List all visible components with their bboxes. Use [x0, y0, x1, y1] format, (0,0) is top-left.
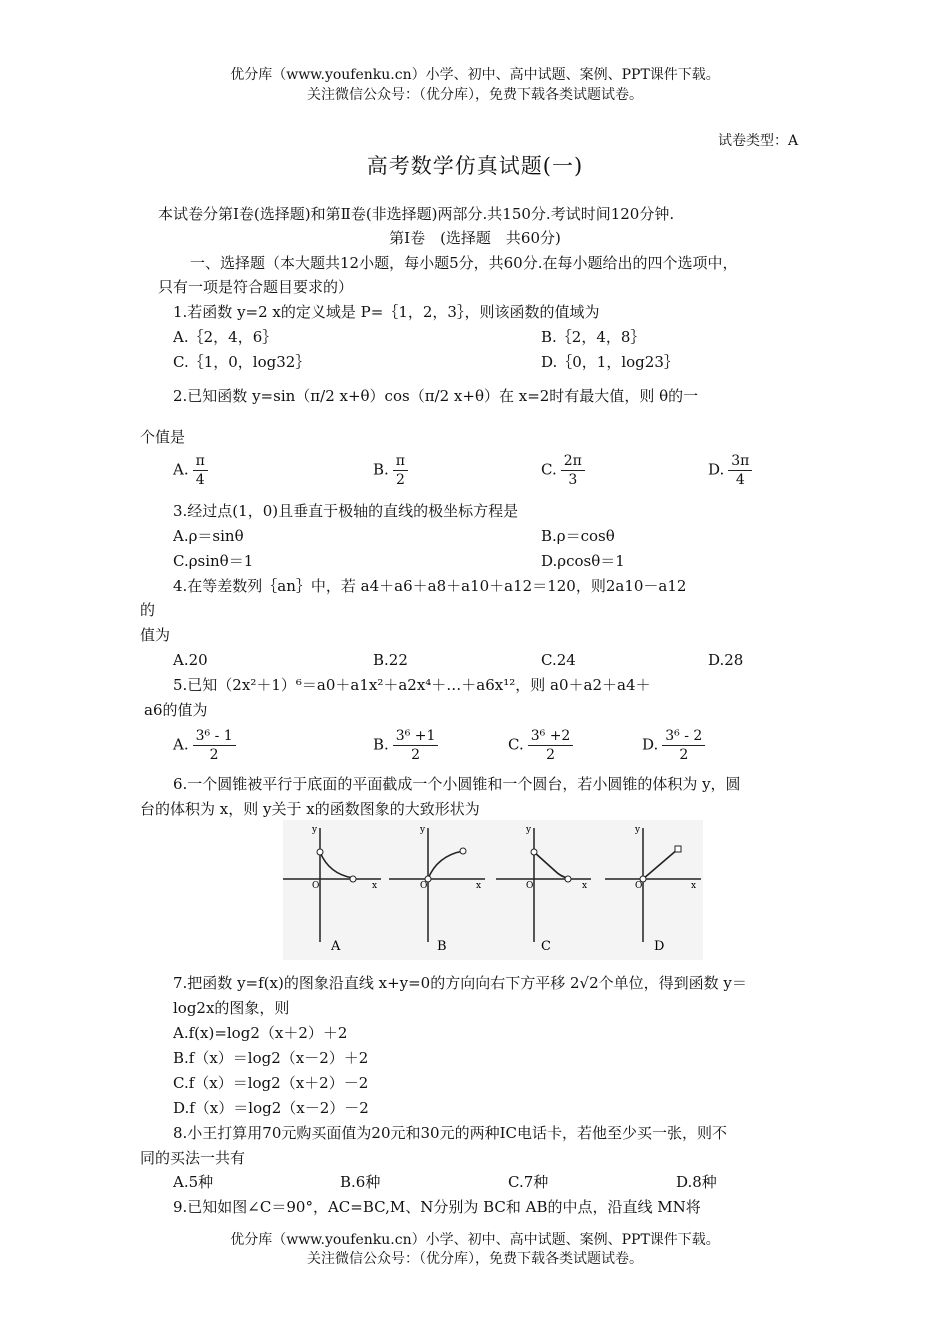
header-line-1: 优分库（www.youfenku.cn）小学、初中、高中试题、案例、PPT课件下载。 [230, 67, 720, 83]
q1-option-a: A.｛2，4，6｝ [173, 328, 278, 346]
graph-a-x-label: x [372, 881, 378, 891]
graph-c-y-label: y [526, 825, 532, 835]
q4-stem-cont-1: 的 [140, 601, 156, 619]
q4-option-c: C.24 [541, 651, 576, 669]
q7-option-a: A.f(x)=log2（x＋2）＋2 [173, 1024, 348, 1042]
q9-stem: 9.已知如图∠C＝90°，AC=BC,M、N分别为 BC和 AB的中点，沿直线 MN将 [173, 1198, 701, 1216]
q4-stem: 4.在等差数列｛an｝中，若 a4＋a6＋a8＋a10＋a12＝120，则2a10－a12 [173, 577, 687, 595]
page-title: 高考数学仿真试题(一) [366, 154, 584, 178]
graph-d-y-label: y [635, 825, 641, 835]
q3-option-c: C.ρsinθ＝1 [173, 552, 254, 570]
q6-stem-cont: 台的体积为 x，则 y关于 x的函数图象的大致形状为 [140, 800, 480, 818]
q2-option-b: B. $\frac{\pi}{2}$ [373, 452, 412, 489]
q2-option-c: C. $\frac{2\pi}{3}$ [541, 452, 589, 489]
graph-c-origin: O [526, 881, 534, 891]
q4-option-b: B.22 [373, 651, 408, 669]
graph-a-y-label: y [312, 825, 318, 835]
intro: 本试卷分第Ⅰ卷(选择题)和第Ⅱ卷(非选择题)两部分.共150分.考试时间120分钟. [158, 205, 675, 223]
q5-stem: 5.已知（2x²＋1）⁶＝a0＋a1x²＋a2x⁴＋…＋a6x¹²，则 a0＋a2＋a4＋ [173, 676, 651, 694]
q1-stem: 1.若函数 y=2 x的定义域是 P=｛1，2，3｝，则该函数的值域为 [173, 303, 600, 321]
q7-stem-cont: log2x的图象，则 [173, 999, 290, 1017]
q1-option-b: B.｛2，4，8｝ [541, 328, 646, 346]
q4-option-a: A.20 [173, 651, 208, 669]
graph-b-y-label: y [420, 825, 426, 835]
graph-d [605, 825, 701, 954]
q5-option-d: D. $\frac{\text{3⁶ - 2}}{2}$ [642, 727, 709, 764]
graph-b-label: B [437, 939, 447, 954]
q4-option-d: D.28 [708, 651, 744, 669]
q8-option-d: D.8种 [676, 1173, 717, 1191]
graph-d-x-label: x [691, 881, 697, 891]
q6-graph-figure [283, 820, 703, 960]
graph-c-x-label: x [582, 881, 588, 891]
q4-stem-cont-2: 值为 [140, 626, 171, 644]
q3-option-a: A.ρ＝sinθ [173, 527, 244, 545]
graph-a [283, 825, 381, 954]
graph-c-label: C [541, 939, 551, 954]
graph-a-label: A [331, 939, 341, 954]
q7-stem: 7.把函数 y=f(x)的图象沿直线 x+y=0的方向向右下方平移 2√2个单位，得到函数 y＝ [173, 974, 747, 992]
q8-option-a: A.5种 [173, 1173, 214, 1191]
graph-a-origin: O [312, 881, 320, 891]
paper-type: 试卷类型：A [718, 133, 799, 149]
q2-stem-cont: 个值是 [140, 428, 186, 446]
q3-option-d: D.ρcosθ＝1 [541, 552, 625, 570]
graph-b-origin: O [420, 881, 428, 891]
q5-option-b: B. $\frac{\text{3⁶ +1}}{2}$ [373, 727, 442, 764]
graph-d-origin: O [635, 881, 643, 891]
q5-option-c: C. $\frac{\text{3⁶ +2}}{2}$ [508, 727, 577, 764]
q8-option-b: B.6种 [340, 1173, 381, 1191]
graph-b [389, 825, 485, 954]
q5-option-a: A. $\frac{\text{3⁶ - 1}}{2}$ [173, 727, 240, 764]
graph-c [496, 825, 591, 954]
q7-option-d: D.f（x）＝log2（x－2）－2 [173, 1099, 369, 1117]
q2-stem: 2.已知函数 y=sin（π/2 x+θ）cos（π/2 x+θ）在 x=2时有最大值，则 θ的一 [173, 387, 699, 405]
q2-option-a: A. $\frac{\pi}{4}$ [173, 452, 212, 489]
section-1-instructions-cont: 只有一项是符合题目要求的） [158, 278, 354, 296]
footer-line-2: 关注微信公众号：（优分库），免费下载各类试题试卷。 [307, 1251, 643, 1267]
header-line-2: 关注微信公众号：（优分库），免费下载各类试题试卷。 [307, 87, 643, 103]
graph-b-x-label: x [476, 881, 482, 891]
footer-line-1: 优分库（www.youfenku.cn）小学、初中、高中试题、案例、PPT课件下载。 [230, 1232, 720, 1248]
part-1-heading: 第Ⅰ卷 (选择题 共60分) [389, 229, 561, 247]
q8-stem: 8.小王打算用70元购买面值为20元和30元的两种IC电话卡，若他至少买一张，则不 [173, 1124, 727, 1142]
q1-option-d: D.｛0，1，log23｝ [541, 353, 679, 371]
q3-option-b: B.ρ＝cosθ [541, 527, 615, 545]
q6-stem: 6.一个圆锥被平行于底面的平面截成一个小圆锥和一个圆台，若小圆锥的体积为 y，圆 [173, 775, 741, 793]
q5-stem-cont: a6的值为 [144, 701, 208, 719]
q6-graphs-svg [283, 820, 703, 960]
graph-d-label: D [654, 939, 665, 954]
q2-option-d: D. $\frac{3\pi}{4}$ [708, 452, 756, 489]
q1-option-c: C.｛1，0，log32｝ [173, 353, 311, 371]
q7-option-c: C.f（x）＝log2（x＋2）－2 [173, 1074, 369, 1092]
section-1-instructions: 一、选择题（本大题共12小题，每小题5分，共60分.在每小题给出的四个选项中， [190, 254, 738, 272]
q8-stem-cont: 同的买法一共有 [140, 1149, 246, 1167]
q3-stem: 3.经过点(1，0)且垂直于极轴的直线的极坐标方程是 [173, 502, 519, 520]
q8-option-c: C.7种 [508, 1173, 549, 1191]
q7-option-b: B.f（x）＝log2（x－2）＋2 [173, 1049, 369, 1067]
